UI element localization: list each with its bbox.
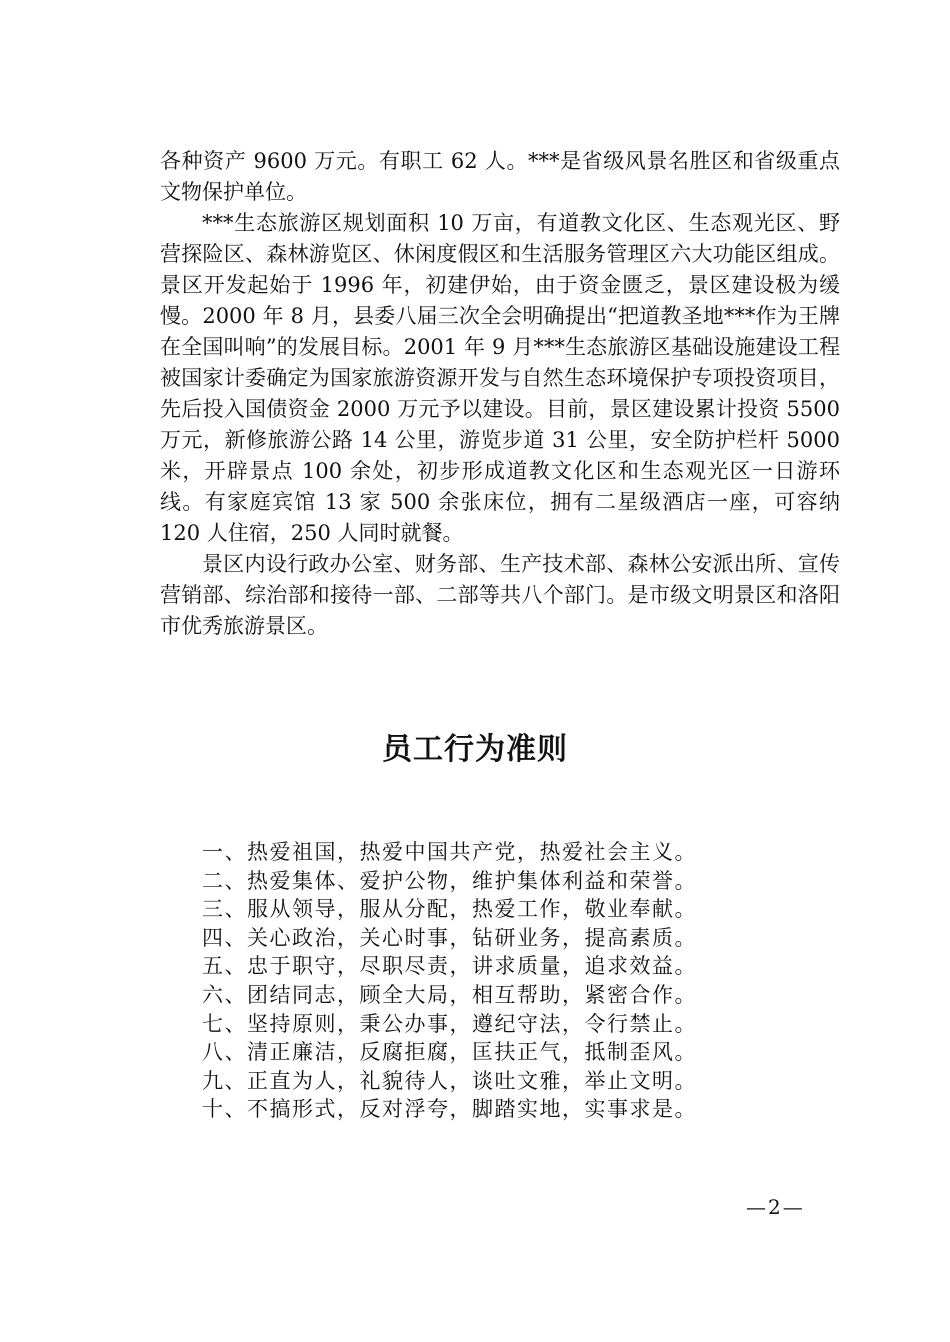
rule-item-2: 二、热爱集体、爱护公物，维护集体利益和荣誉。 <box>202 868 697 893</box>
rule-item-7: 七、坚持原则，秉公办事，遵纪守法，令行禁止。 <box>202 1011 697 1036</box>
rule-item-9: 九、正直为人，礼貌待人，谈吐文雅，举止文明。 <box>202 1068 697 1093</box>
rule-item-6: 六、团结同志，顾全大局，相互帮助，紧密合作。 <box>202 982 697 1007</box>
intro-paragraph-development: ***生态旅游区规划面积 10 万亩，有道教文化区、生态观光区、野营探险区、森林游览区、休闲度假区和生活服务管理区六大功能区组成。景区开发起始于 1996 年，初建伊始，由于资金匮乏，景区建设极为缓慢。2000 年 8 月，县委八届三次全会明确提出“把道教圣地***作为王牌在全国叫响”的发展目标。2001 年 9 月***生态旅游区基础设施建设工程被国家计委确定为国家旅游资源开发与自然生态环境保护专项投资项目，先后投入国债资金 2000 万元予以建设。目前，景区建设累计投资 5500 万元，新修旅游公路 14 公里，游览步道 31 公里，安全防护栏杆 5000 米，开辟景点 100 余处，初步形成道教文化区和生态观光区一日游环线。有家庭宾馆 13 家 500 余张床位，拥有二星级酒店一座，可容纳 120 人住宿，250 人同时就餐。 <box>160 211 840 545</box>
intro-paragraph-departments: 景区内设行政办公室、财务部、生产技术部、森林公安派出所、宣传营销部、综治部和接待一部、二部等共八个部门。是市级文明景区和洛阳市优秀旅游景区。 <box>160 552 840 638</box>
rule-item-4: 四、关心政治，关心时事，钻研业务，提高素质。 <box>202 925 697 950</box>
rule-item-10: 十、不搞形式，反对浮夸，脚踏实地，实事求是。 <box>202 1097 697 1122</box>
rule-item-8: 八、清正廉洁，反腐拒腐，匡扶正气，抵制歪风。 <box>202 1040 697 1065</box>
rule-item-5: 五、忠于职守，尽职尽责，讲求质量，追求效益。 <box>202 954 697 979</box>
intro-paragraph-assets: 各种资产 9600 万元。有职工 62 人。***是省级风景名胜区和省级重点文物保护单位。 <box>160 149 840 204</box>
code-of-conduct-list <box>202 838 762 1124</box>
rule-item-1: 一、热爱祖国，热爱中国共产党，热爱社会主义。 <box>202 840 697 864</box>
code-of-conduct-title: 员工行为准则 <box>382 732 568 767</box>
rule-item-3: 三、服从领导，服从分配，热爱工作，敬业奉献。 <box>202 897 697 922</box>
page-number: —2— <box>746 1195 805 1219</box>
intro-section <box>160 146 840 642</box>
